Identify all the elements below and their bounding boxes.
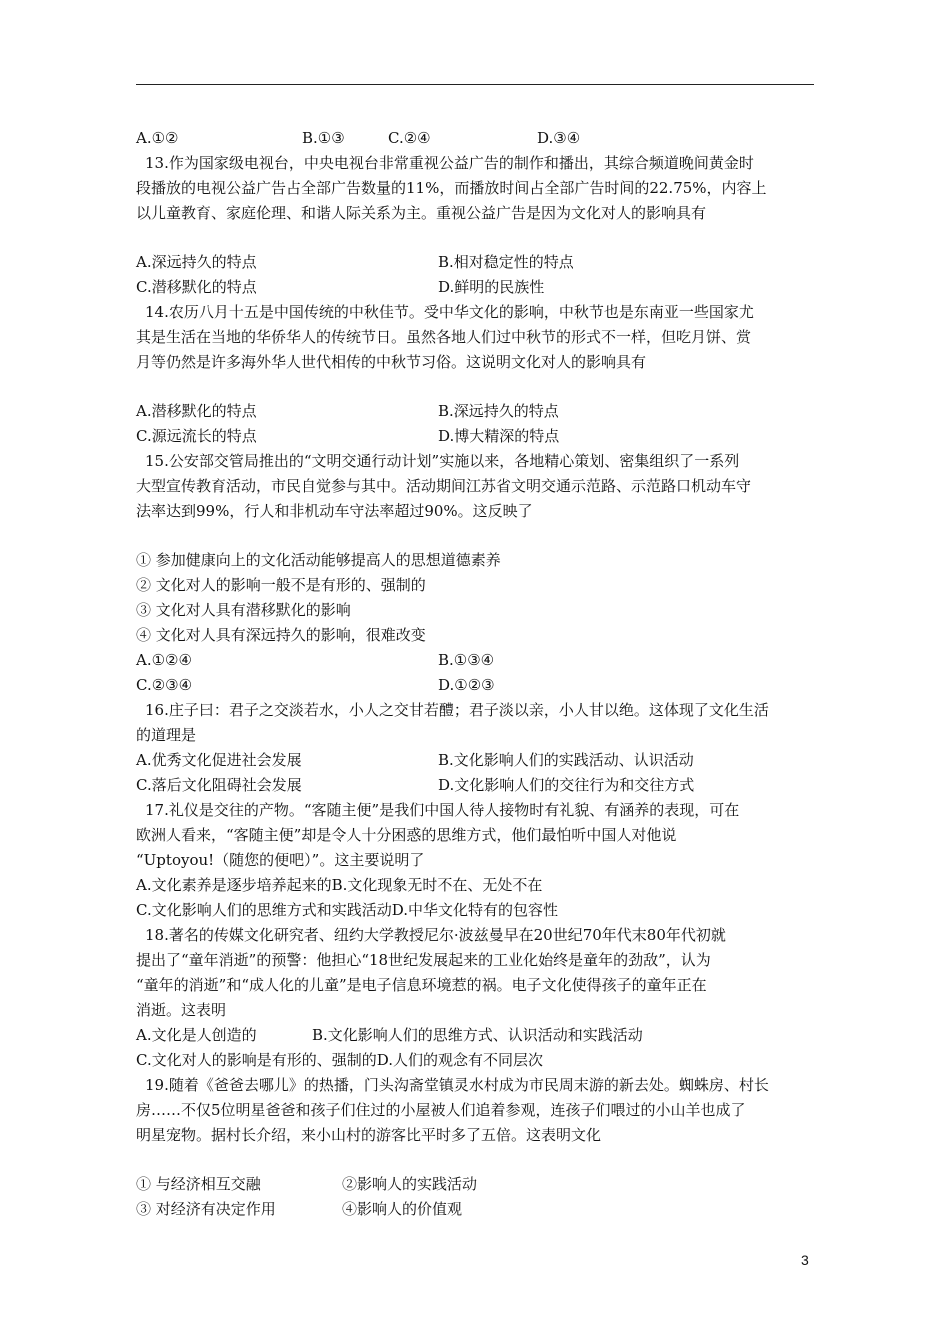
q15-option-b: B.①③④ xyxy=(438,651,495,669)
q15-statement-4: ④ 文化对人具有深远持久的影响，很难改变 xyxy=(136,626,426,644)
q13-option-a: A.深远持久的特点 xyxy=(136,253,257,271)
q19-stem-line: 房……不仅5位明星爸爸和孩子们住过的小屋被人们追着参观，连孩子们喂过的小山羊也成了 xyxy=(136,1101,746,1119)
q13-option-d: D.鲜明的民族性 xyxy=(438,278,545,296)
q18-stem-line: 消逝。这表明 xyxy=(136,1001,227,1019)
q14-stem-line: 月等仍然是许多海外华人世代相传的中秋节习俗。这说明文化对人的影响具有 xyxy=(136,353,647,371)
q12-option-c: C.②④ xyxy=(388,129,431,147)
q15-stem-line: 法率达到99%，行人和非机动车守法率超过90%。这反映了 xyxy=(136,502,533,520)
q17-options-ab: A.文化素养是逐步培养起来的B.文化现象无时不在、无处不在 xyxy=(136,876,543,894)
q17-stem-line: “Uptoyou!（随您的便吧）”。这主要说明了 xyxy=(136,851,425,869)
q18-stem-line: “童年的消逝”和“成人化的儿童”是电子信息环境惹的祸。电子文化使得孩子的童年正在 xyxy=(136,976,707,994)
q14-option-a: A.潜移默化的特点 xyxy=(136,402,257,420)
q14-stem-line: 14.农历八月十五是中国传统的中秋佳节。受中华文化的影响，中秋节也是东南亚一些国家尤 xyxy=(145,303,754,321)
q17-stem-line: 欧洲人看来，“客随主便”却是令人十分困惑的思维方式，他们最怕听中国人对他说 xyxy=(136,826,677,844)
q13-option-b: B.相对稳定性的特点 xyxy=(438,253,574,271)
q16-option-c: C.落后文化阻碍社会发展 xyxy=(136,776,302,794)
q14-option-d: D.博大精深的特点 xyxy=(438,427,560,445)
q17-stem-line: 17.礼仪是交往的产物。“客随主便”是我们中国人待人接物时有礼貌、有涵养的表现，可在 xyxy=(145,801,740,819)
q16-option-d: D.文化影响人们的交往行为和交往方式 xyxy=(438,776,695,794)
page-number: 3 xyxy=(801,1252,809,1268)
q18-stem-line: 提出了“童年消逝”的预警：他担心“18世纪发展起来的工业化始终是童年的劲敌”，认为 xyxy=(136,951,711,969)
q15-stem-line: 大型宣传教育活动，市民自觉参与其中。活动期间江苏省文明交通示范路、示范路口机动车守 xyxy=(136,477,752,495)
q15-stem-line: 15.公安部交管局推出的“文明交通行动计划”实施以来，各地精心策划、密集组织了一系列 xyxy=(145,452,740,470)
q19-statement-2: ②影响人的实践活动 xyxy=(342,1175,478,1193)
q16-stem-line: 的道理是 xyxy=(136,726,197,744)
q16-stem-line: 16.庄子曰：君子之交淡若水，小人之交甘若醴；君子淡以亲，小人甘以绝。这体现了文化生活 xyxy=(145,701,769,719)
header-rule xyxy=(136,84,814,85)
q13-option-c: C.潜移默化的特点 xyxy=(136,278,257,296)
q15-option-c: C.②③④ xyxy=(136,676,193,694)
q15-option-d: D.①②③ xyxy=(438,676,495,694)
q13-stem-line: 以儿童教育、家庭伦理、和谐人际关系为主。重视公益广告是因为文化对人的影响具有 xyxy=(136,204,707,222)
q18-option-b: B.文化影响人们的思维方式、认识活动和实践活动 xyxy=(312,1026,643,1044)
q18-stem-line: 18.著名的传媒文化研究者、纽约大学教授尼尔·波兹曼早在20世纪70年代末80年代初就 xyxy=(145,926,726,944)
q14-option-c: C.源远流长的特点 xyxy=(136,427,257,445)
q13-stem-line: 段播放的电视公益广告占全部广告数量的11%，而播放时间占全部广告时间的22.75%，内容上 xyxy=(136,179,767,197)
q19-statement-3: ③ 对经济有决定作用 xyxy=(136,1200,276,1218)
q14-option-b: B.深远持久的特点 xyxy=(438,402,559,420)
q14-stem-line: 其是生活在当地的华侨华人的传统节日。虽然各地人们过中秋节的形式不一样，但吃月饼、赏 xyxy=(136,328,752,346)
q12-option-d: D.③④ xyxy=(537,129,581,147)
q12-option-b: B.①③ xyxy=(302,129,345,147)
q19-stem-line: 明星宠物。据村长介绍，来小山村的游客比平时多了五倍。这表明文化 xyxy=(136,1126,602,1144)
q16-option-b: B.文化影响人们的实践活动、认识活动 xyxy=(438,751,694,769)
q15-statement-1: ① 参加健康向上的文化活动能够提高人的思想道德素养 xyxy=(136,551,501,569)
q16-option-a: A.优秀文化促进社会发展 xyxy=(136,751,302,769)
q15-statement-2: ② 文化对人的影响一般不是有形的、强制的 xyxy=(136,576,426,594)
q15-statement-3: ③ 文化对人具有潜移默化的影响 xyxy=(136,601,351,619)
q19-statement-1: ① 与经济相互交融 xyxy=(136,1175,261,1193)
q19-stem-line: 19.随着《爸爸去哪儿》的热播，门头沟斋堂镇灵水村成为市民周末游的新去处。蜘蛛房、村长 xyxy=(145,1076,769,1094)
q18-options-cd: C.文化对人的影响是有形的、强制的D.人们的观念有不同层次 xyxy=(136,1051,543,1069)
q19-statement-4: ④影响人的价值观 xyxy=(342,1200,463,1218)
q13-stem-line: 13.作为国家级电视台，中央电视台非常重视公益广告的制作和播出，其综合频道晚间黄金时 xyxy=(145,154,754,172)
q18-option-a: A.文化是人创造的 xyxy=(136,1026,257,1044)
q12-option-a: A.①② xyxy=(136,129,179,147)
q17-options-cd: C.文化影响人们的思维方式和实践活动D.中华文化特有的包容性 xyxy=(136,901,558,919)
q15-option-a: A.①②④ xyxy=(136,651,192,669)
